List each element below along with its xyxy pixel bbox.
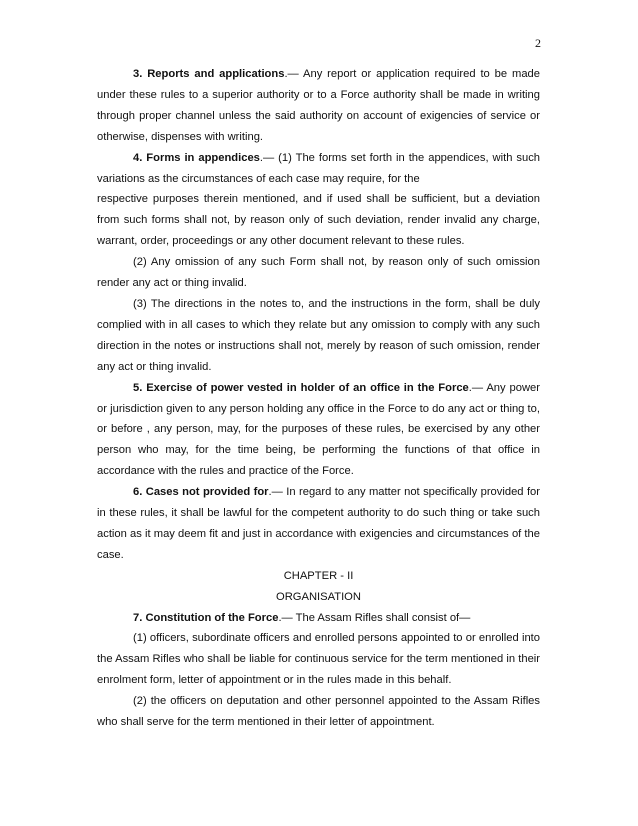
section-6-paragraph [97, 482, 540, 566]
section-3-text: .— Any report or application required to be made under these rules to a superior authority or to a Force authority shall be made in writing through proper channel unless the said authority on account of exigencies of service or otherwise, dispenses with writing. [97, 68, 540, 143]
section-5-paragraph [97, 378, 540, 483]
section-7-subclause-1: (1) officers, subordinate officers and enrolled persons appointed to or enrolled into the Assam Rifles who shall be liable for continuous service for the term mentioned in their enrolment form, letter of appointment or in the rules made in this behalf. [97, 632, 540, 687]
section-4-paragraph [97, 148, 540, 190]
section-6-heading: 6. Cases not provided for [133, 486, 269, 499]
section-5-text: .— Any power or jurisdiction given to any person holding any office in the Force to do any act or thing to, or before , any person, may, for the purposes of these rules, be exercised by any other person who may, for the time being, be performing the functions of that office in accordance with the rules and practice of the Force. [97, 381, 540, 478]
section-4-subclause-2: (2) Any omission of any such Form shall not, by reason only of such omission render any act or thing invalid. [97, 256, 540, 290]
chapter-label: CHAPTER - II [283, 569, 354, 582]
section-3-heading: 3. Reports and applications [133, 68, 285, 80]
document-body [97, 64, 540, 733]
section-6-text: .— In regard to any matter not specifically provided for in these rules, it shall be lawful for the competent authority to do such thing or take such action as it may deem fit and just in accordance with exigencies and circumstances of the case. [97, 486, 540, 561]
section-7-subclause-2: (2) the officers on deputation and other personnel appointed to the Assam Rifles who shall serve for the term mentioned in their letter of appointment. [97, 695, 540, 729]
chapter-title: ORGANISATION [276, 590, 361, 603]
section-3-paragraph [97, 64, 540, 148]
section-7-paragraph [97, 608, 540, 629]
section-4-subclause-3: (3) The directions in the notes to, and the instructions in the form, shall be duly complied with in all cases to which they relate but any omission to comply with any such direction in the notes or instructions shall not, merely by reason of such omission, render any act or thing invalid. [97, 297, 540, 373]
section-7-heading: 7. Constitution of the Force [133, 611, 279, 624]
section-5-heading: 5. Exercise of power vested in holder of an office in the Force [133, 381, 469, 394]
section-7-text: .— The Assam Rifles shall consist of— [278, 611, 471, 624]
section-4-heading: 4. Forms in appendices [133, 151, 260, 164]
section-4-text: .— (1) The forms set forth in the appendices, with such variations as the circumstances of each case may require, for the [97, 151, 541, 185]
section-4-continuation: respective purposes therein mentioned, and if used shall be sufficient, but a deviation from such forms shall not, by reason only of such deviation, render invalid any charge, warrant, order, proceedings or any other document relevant to these rules. [97, 193, 540, 248]
page-number: 2 [535, 36, 541, 50]
